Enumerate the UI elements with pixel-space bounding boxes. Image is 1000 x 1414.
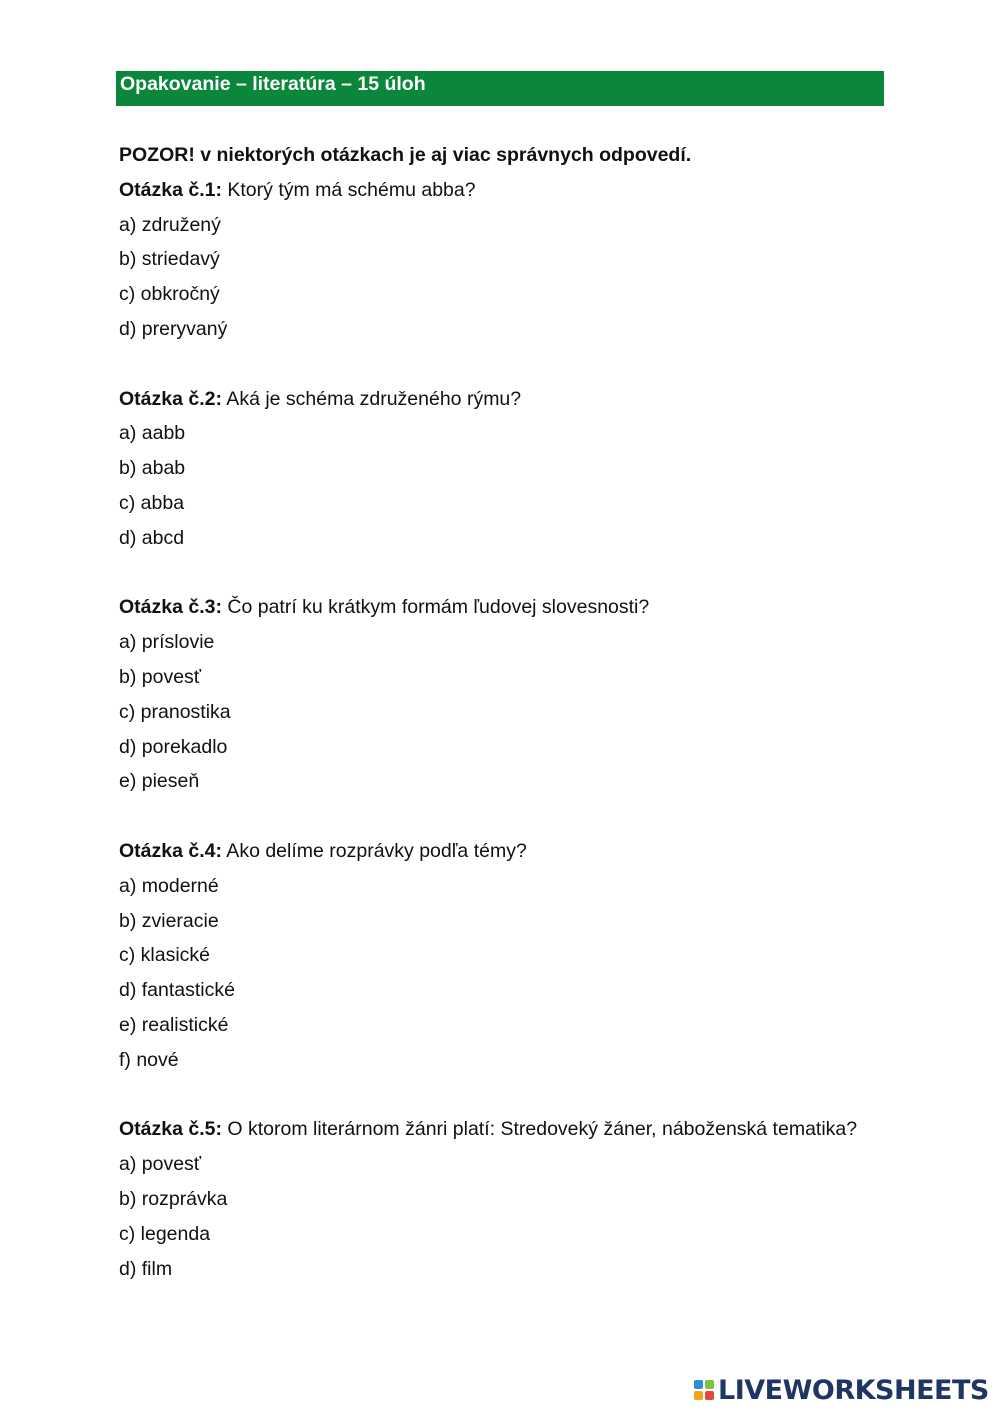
answer-option: c) legenda: [119, 1222, 211, 1245]
question-body: Čo patrí ku krátkym formám ľudovej slovesnosti?: [221, 596, 650, 619]
question-4: [119, 834, 879, 1078]
logo-square: [694, 1391, 703, 1400]
answer-option: b) abab: [119, 457, 186, 480]
question-label: Otázka č.3:: [119, 596, 222, 619]
answer-option: a) príslovie: [119, 631, 215, 654]
question-5: [119, 1112, 879, 1286]
page-title: Opakovanie – literatúra – 15 úloh: [116, 71, 884, 106]
question-text: [119, 834, 879, 869]
answer-option: d) fantastické: [119, 979, 235, 1002]
question-text: [119, 382, 879, 417]
logo-square: [694, 1380, 703, 1389]
answer-option: c) pranostika: [119, 700, 231, 723]
answer-option: b) rozprávka: [119, 1187, 228, 1210]
liveworksheets-logo: [694, 1373, 989, 1407]
answer-option: a) aabb: [119, 422, 186, 445]
question-body: Ktorý tým má schému abba?: [221, 178, 476, 201]
question-body: O ktorom literárnom žánri platí: Stredoveký žáner, náboženská tematika?: [221, 1118, 858, 1141]
answer-option: b) striedavý: [119, 248, 220, 271]
question-label: Otázka č.1:: [119, 178, 222, 201]
question-1: [119, 173, 879, 347]
question-text: [119, 590, 879, 625]
answer-option: e) realistické: [119, 1013, 229, 1036]
question-text: [119, 1112, 879, 1147]
question-body: Aká je schéma združeného rýmu?: [221, 387, 522, 410]
logo-text: LIVEWORKSHEETS: [718, 1374, 989, 1406]
question-2: [119, 382, 879, 556]
answer-option: c) abba: [119, 491, 185, 514]
answer-option: d) abcd: [119, 526, 185, 549]
answer-option: d) porekadlo: [119, 735, 228, 758]
answer-option: a) povesť: [119, 1153, 202, 1176]
logo-square: [705, 1391, 714, 1400]
question-label: Otázka č.4:: [119, 839, 222, 862]
warning-note: POZOR! v niektorých otázkach je aj viac správnych odpovedí.: [119, 144, 692, 166]
answer-option: b) povesť: [119, 665, 202, 688]
answer-option: e) pieseň: [119, 770, 200, 793]
answer-option: a) združený: [119, 213, 221, 236]
answer-option: b) zvieracie: [119, 909, 219, 932]
answer-option: d) film: [119, 1257, 173, 1280]
question-3: [119, 590, 879, 799]
answer-option: d) preryvaný: [119, 317, 228, 340]
logo-squares-icon: [694, 1380, 714, 1400]
worksheet-content: [119, 138, 879, 1321]
answer-option: a) moderné: [119, 874, 219, 897]
question-label: Otázka č.2:: [119, 387, 222, 410]
question-body: Ako delíme rozprávky podľa témy?: [221, 839, 527, 862]
question-text: [119, 173, 879, 208]
logo-square: [705, 1380, 714, 1389]
question-label: Otázka č.5:: [119, 1118, 222, 1141]
answer-option: c) obkročný: [119, 283, 220, 306]
answer-option: f) nové: [119, 1048, 179, 1071]
answer-option: c) klasické: [119, 944, 211, 967]
